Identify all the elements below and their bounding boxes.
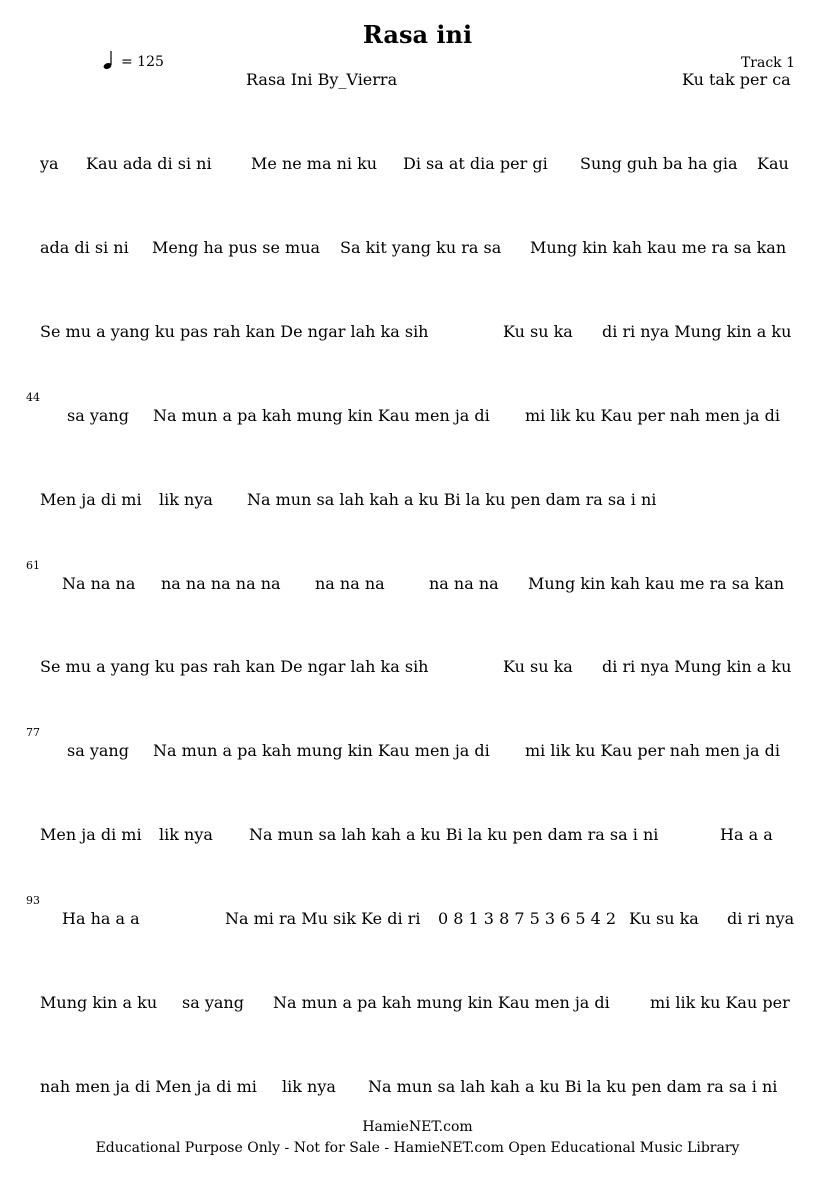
lyric-word: di ri nya Mung kin a ku <box>602 657 792 676</box>
track-label: Track 1 <box>740 55 795 71</box>
lyric-word: di ri nya Mung kin a ku <box>602 322 792 341</box>
lyric-word: Se mu a yang ku pas rah kan De ngar lah ka sih <box>40 657 429 676</box>
lyric-word: mi lik ku Kau per nah men ja di <box>525 741 781 760</box>
lyric-word: Na na na <box>62 574 136 593</box>
lyric-word: Ha ha a a <box>62 909 140 928</box>
lyric-word: Mung kin kah kau me ra sa kan <box>528 574 785 593</box>
lyric-word: na na na <box>429 574 499 593</box>
lyric-word: Na mun sa lah kah a ku Bi la ku pen dam ra sa i ni <box>368 1077 778 1096</box>
lyric-word: sa yang <box>182 993 244 1012</box>
lyric-word: na na na <box>315 574 385 593</box>
measure-number: 93 <box>26 894 40 907</box>
measure-number: 44 <box>26 391 40 404</box>
lyric-word: lik nya <box>159 490 213 509</box>
lyric-word: na na na na na <box>161 574 281 593</box>
lyric-word: Ku su ka <box>503 322 573 341</box>
lyric-word: Sa kit yang ku ra sa <box>340 238 502 257</box>
measure-number: 77 <box>26 726 40 739</box>
lyric-word: lik nya <box>282 1077 336 1096</box>
lyric-word: Na mi ra Mu sik Ke di ri <box>225 909 421 928</box>
lyric-word: mi lik ku Kau per nah men ja di <box>525 406 781 425</box>
lyric-word: Mung kin a ku <box>40 993 158 1012</box>
lyric-word: Ku su ka <box>629 909 699 928</box>
lyric-word: Ku su ka <box>503 657 573 676</box>
lyric-word: 0 8 1 3 8 7 5 3 6 5 4 2 <box>438 909 617 928</box>
lyric-word: sa yang <box>67 406 129 425</box>
lyric-word: Kau <box>757 154 789 173</box>
lyric-word: Sung guh ba ha gia <box>580 154 738 173</box>
lyric-word: Na mun a pa kah mung kin Kau men ja di <box>153 741 490 760</box>
lyric-word: nah men ja di Men ja di mi <box>40 1077 257 1096</box>
lyric-word: ada di si ni <box>40 238 129 257</box>
lyric-word: Na mun sa lah kah a ku Bi la ku pen dam ra sa i ni <box>247 490 657 509</box>
lyric-word: Se mu a yang ku pas rah kan De ngar lah ka sih <box>40 322 429 341</box>
lyric-word: Men ja di mi <box>40 490 142 509</box>
lyric-word: di ri nya <box>727 909 795 928</box>
song-subtitle: Rasa Ini By_Vierra <box>246 70 398 89</box>
lyric-word: Na mun sa lah kah a ku Bi la ku pen dam ra sa i ni <box>249 825 659 844</box>
tempo-marking <box>102 50 164 70</box>
lyric-word: Men ja di mi <box>40 825 142 844</box>
lyric-word: Kau ada di si ni <box>86 154 212 173</box>
lyric-word: mi lik ku Kau per <box>650 993 790 1012</box>
tempo-value: = 125 <box>121 54 164 70</box>
lyric-word: Ha a a <box>720 825 773 844</box>
lyric-word: Me ne ma ni ku <box>251 154 378 173</box>
measure-number: 61 <box>26 559 40 572</box>
lyric-word: lik nya <box>159 825 213 844</box>
footer-notice: Educational Purpose Only - Not for Sale - HamieNET.com Open Educational Music Library <box>95 1140 740 1156</box>
lyric-word: Na mun a pa kah mung kin Kau men ja di <box>153 406 490 425</box>
footer-site: HamieNET.com <box>362 1119 473 1135</box>
lyric-word: Mung kin kah kau me ra sa kan <box>530 238 787 257</box>
lyric-word: ya <box>40 154 59 173</box>
lyric-word: Di sa at dia per gi <box>403 154 548 173</box>
lyric-word: Na mun a pa kah mung kin Kau men ja di <box>273 993 610 1012</box>
song-title: Rasa ini <box>362 20 473 49</box>
lyric-word: Ku tak per ca <box>682 70 791 89</box>
quarter-note-icon <box>102 50 118 70</box>
lyric-word: sa yang <box>67 741 129 760</box>
lyric-word: Meng ha pus se mua <box>152 238 321 257</box>
